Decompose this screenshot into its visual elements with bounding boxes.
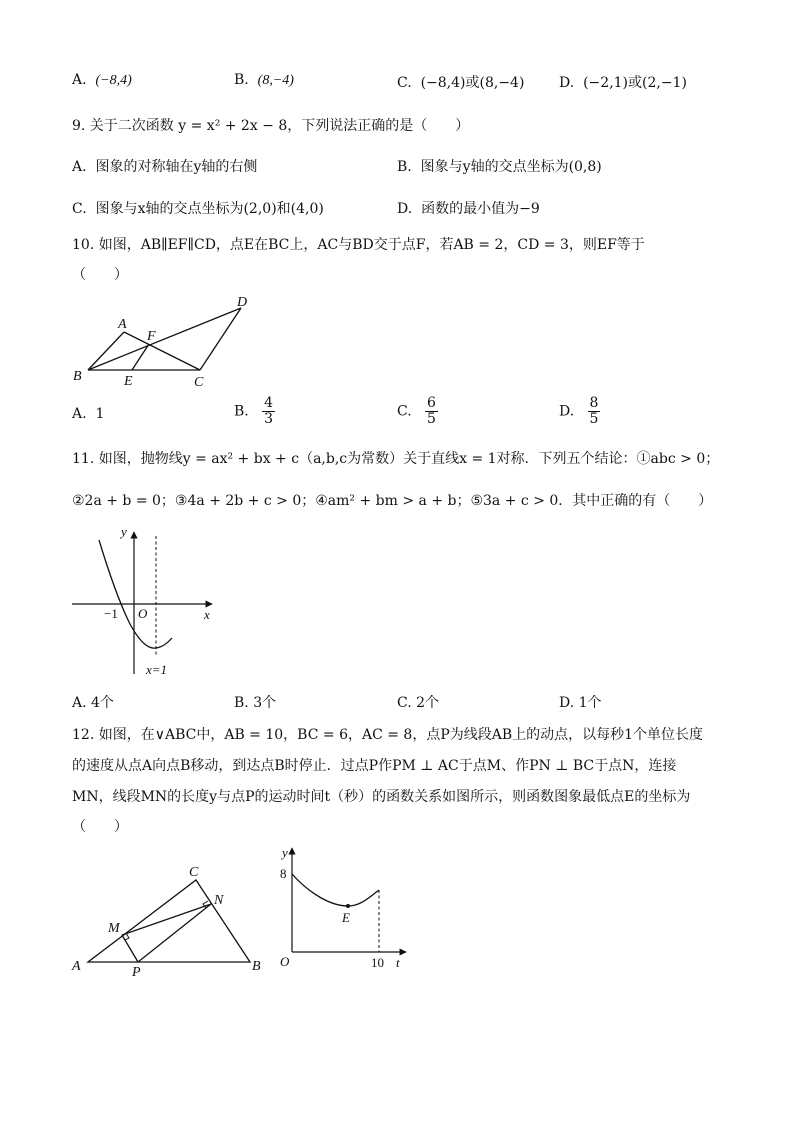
q12-stem-line2: 的速度从点A向点B移动，到达点B时停止．过点P作PM ⊥ AC于点M、作PN ⊥ BC于点N，连接 (72, 758, 677, 774)
q10-stem-line1: 10. 如图，AB∥EF∥CD，点E在BC上，AC与BD交于点F，若AB = 2，CD = 3，则EF等于 (72, 237, 645, 253)
q11-option-d: D. 1个 (559, 695, 602, 711)
q10-label-f: F (147, 329, 156, 344)
q8-option-a-text: (−8,4) (95, 73, 132, 88)
q11-label-axis-line: x=1 (146, 662, 168, 677)
q10-label-b: B (73, 369, 82, 384)
q11-stem-line2: ②2a + b = 0；③4a + 2b + c > 0；④am² + bm > a + b；⑤3a + c > 0．其中正确的有（ ） (72, 493, 713, 509)
q10-label-c: C (194, 375, 204, 390)
q10-label-d: D (237, 295, 248, 310)
q11-option-c: C. 2个 (397, 695, 440, 711)
q8-option-d-text: (−2,1)或(2,−1) (583, 75, 687, 91)
q10-option-d: D. $\frac{8}{5}$ (559, 395, 599, 427)
q8-option-d: D. (−2,1)或(2,−1) (559, 75, 687, 91)
q11-option-b: B. 3个 (234, 695, 277, 711)
q9-option-a: A. 图象的对称轴在y轴的右侧 (72, 159, 258, 175)
q10-option-c-fraction: $\frac{6}{5}$ (427, 395, 436, 427)
q11-figure (66, 520, 226, 680)
q8-option-c: C. (−8,4)或(8,−4) (397, 75, 525, 91)
q10-option-a: A. 1 (72, 406, 105, 422)
q12-seg-pm (122, 935, 138, 962)
q11-option-a: A. 4个 (72, 695, 114, 711)
q12-label-n: N (214, 893, 224, 908)
q10-seg-ef (132, 344, 149, 370)
q12-stem-line4: （ ） (72, 819, 128, 835)
q10-stem-line2: （ ） (72, 267, 128, 283)
q10-figure (66, 292, 266, 392)
q11-label-x: x (204, 607, 210, 622)
q10-label-e: E (124, 374, 133, 389)
q12-seg-pn (138, 904, 211, 962)
q9-stem: 9. 关于二次函数 y = x² + 2x − 8，下列说法正确的是（ ） (72, 118, 470, 134)
q12-point-e (346, 904, 350, 908)
q12-stem-line1: 12. 如图，在∨ABC中，AB = 10，BC = 6，AC = 8，点P为线段AB上的动点，以每秒1个单位长度 (72, 727, 704, 743)
q12-graph-label-t: t (396, 955, 400, 970)
q10-option-c: C. $\frac{6}{5}$ (397, 395, 436, 427)
q11-stem-line1: 11. 如图，抛物线y = ax² + bx + c（a,b,c为常数）关于直线x = 1对称．下列五个结论：①abc > 0； (72, 451, 720, 467)
q11-label-minus-one: −1 (104, 606, 118, 621)
q10-seg-ab (88, 332, 124, 370)
q10-option-d-fraction: $\frac{8}{5}$ (589, 395, 599, 427)
q12-stem-line3: MN，线段MN的长度y与点P的运动时间t（秒）的函数关系如图所示，则函数图象最低点E的坐标为 (72, 789, 691, 805)
q12-label-b: B (252, 959, 261, 974)
q12-label-a: A (72, 959, 81, 974)
q9-option-d: D. 函数的最小值为−9 (397, 201, 540, 217)
q10-seg-cd (200, 308, 241, 370)
q8-option-b: B. (8,−4) (234, 72, 294, 88)
q12-graph-label-10: 10 (371, 955, 384, 970)
q12-graph-label-8: 8 (280, 866, 287, 881)
q12-seg-mn (122, 904, 211, 935)
q12-triangle-figure (66, 860, 276, 980)
q12-graph-figure (276, 842, 416, 972)
q8-option-b-text: (8,−4) (257, 73, 294, 88)
q8-option-a: A. (−8,4) (72, 72, 132, 88)
q8-option-c-text: (−8,4)或(8,−4) (420, 75, 525, 91)
q10-label-a: A (118, 317, 127, 332)
q11-label-origin: O (138, 606, 148, 621)
q12-label-c: C (189, 865, 199, 880)
q10-option-b-fraction: $\frac{4}{3}$ (264, 395, 274, 427)
q12-graph-label-origin: O (280, 954, 290, 969)
q12-label-p: P (132, 965, 141, 980)
q9-option-c: C. 图象与x轴的交点坐标为(2,0)和(4,0) (72, 201, 324, 217)
q12-graph-label-y: y (282, 845, 288, 860)
q12-graph-label-e: E (342, 910, 350, 925)
q10-option-b: B. $\frac{4}{3}$ (234, 395, 274, 427)
q9-option-b: B. 图象与y轴的交点坐标为(0,8) (397, 159, 602, 175)
q10-seg-bd (88, 308, 241, 370)
q12-curve (292, 874, 379, 906)
q12-label-m: M (108, 921, 120, 936)
q11-label-y: y (121, 524, 127, 539)
q11-parabola (99, 540, 172, 648)
